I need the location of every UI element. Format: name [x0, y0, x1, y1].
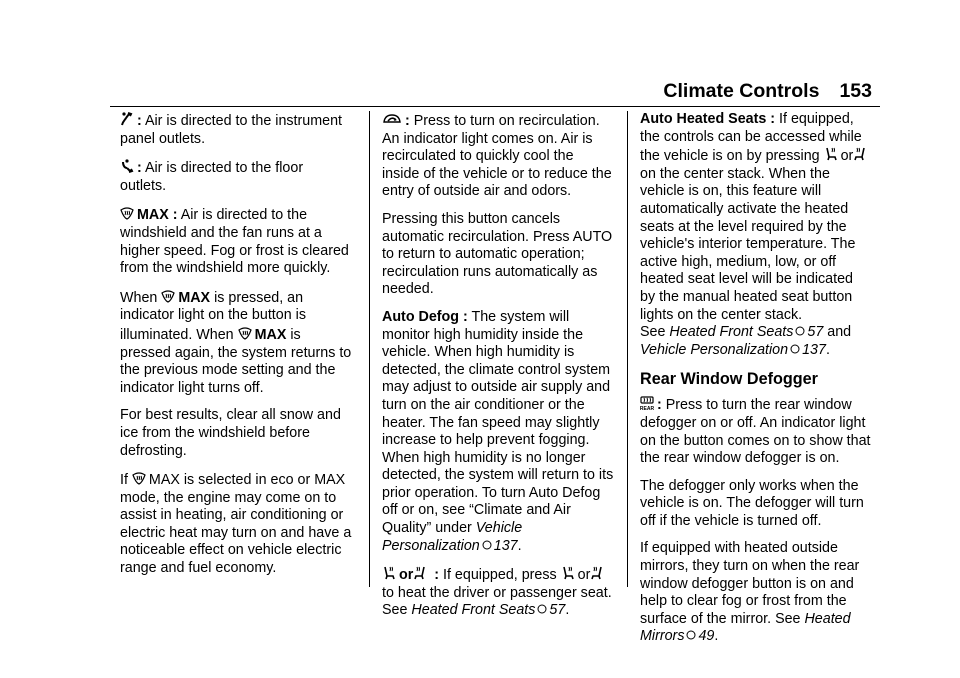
header-rule	[110, 106, 880, 107]
eco-mode-paragraph: If MAX is selected in eco or MAX mode, the engine may come on to assist in heating, air conditioning or electric heat may turn on and have a noticeable effect on vehicle electric range and fuel economy.	[120, 472, 352, 577]
column-1	[120, 111, 352, 588]
page-reference-icon	[795, 326, 805, 336]
defrost-icon	[120, 205, 134, 221]
auto-heated-seats-paragraph: Auto Heated Seats : If equipped, the controls can be accessed while the vehicle is on by pressing or on the center stack. When the vehicle is on, this feature will automatically activate the heated seats at the level required by the vehicle's interior temperature. The active high, medium, low, or off heated seat level will be indicated by the manual heated seat button lights on the center stack. See Heated Front Seats 57 and Vehicle Personalization 137.	[640, 111, 872, 359]
passenger-heated-seat-icon	[853, 146, 867, 162]
vent-mode-icon	[120, 111, 134, 127]
page-reference-icon	[537, 604, 547, 614]
rear-defogger-icon	[640, 395, 654, 411]
driver-heated-seat-icon	[382, 565, 396, 581]
floor-mode-icon	[120, 158, 134, 174]
defogger-works-paragraph: The defogger only works when the vehicle is on. The defogger will turn off if the vehicle is turned off.	[640, 477, 864, 529]
page-reference-icon	[790, 344, 800, 354]
passenger-heated-seat-icon	[590, 565, 604, 581]
section-title: Climate Controls	[663, 80, 820, 102]
defrost-max-paragraph: MAX : Air is directed to the windshield and the fan runs at a higher speed. Fog or frost is cleared from the windshield more quickly.	[120, 207, 349, 277]
page-header	[663, 80, 872, 103]
column-3	[640, 111, 872, 656]
indicator-paragraph: When MAX is pressed, an indicator light on the button is illuminated. When MAX is pressed again, the system returns to the previous mode setting and the indicator light turns off.	[120, 289, 352, 396]
auto-defog-paragraph: Auto Defog : The system will monitor high humidity inside the vehicle. When high humidity is detected, the climate control system may adjust to outside air supply and turn on the air conditioner or the heater. The fan speed may slightly increase to help prevent fogging. When high humidity is no longer detected, the system will return to its prior operation. To turn Auto Defog off or on, see “Climate and Air Quality” under Vehicle Personalization 137.	[382, 308, 614, 554]
column-2	[382, 111, 614, 630]
driver-heated-seat-icon	[561, 565, 575, 581]
svg-text:REAR: REAR	[640, 406, 654, 412]
rear-window-defogger-heading: Rear Window Defogger	[640, 370, 818, 389]
recirculation-paragraph: : Press to turn on recirculation. An indicator light comes on. Air is recirculated to quickly cool the inside of the vehicle or to reduce the entry of outside air and odors.	[382, 113, 612, 200]
heated-seat-paragraph: or : If equipped, press or to heat the driver or passenger seat. See Heated Front Seats 57.	[382, 567, 612, 619]
passenger-heated-seat-icon	[413, 565, 427, 581]
column-divider	[369, 111, 370, 587]
page-reference-icon	[482, 540, 492, 550]
cancel-recirculation-paragraph: Pressing this button cancels automatic recirculation. Press AUTO to return to automatic operation; recirculation runs automatically as needed.	[382, 210, 613, 298]
defrost-icon	[132, 470, 146, 486]
defrost-icon	[238, 325, 252, 341]
heated-mirrors-paragraph: If equipped with heated outside mirrors, they turn on when the rear window defogger button is on and help to clear fog or frost from the surface of the mirror. See Heated Mirrors 49.	[640, 540, 860, 645]
panel-outlets-paragraph: : Air is directed to the instrument panel outlets.	[120, 113, 343, 147]
best-results-paragraph: For best results, clear all snow and ice from the windshield before defrosting.	[120, 407, 341, 459]
recirculation-icon	[382, 111, 402, 127]
floor-outlets-paragraph: : Air is directed to the floor outlets.	[120, 160, 304, 194]
column-divider	[627, 111, 628, 587]
page-reference-icon	[686, 630, 696, 640]
page-number: 153	[839, 80, 872, 102]
driver-heated-seat-icon	[824, 146, 838, 162]
defrost-icon	[161, 288, 175, 304]
rear-defogger-paragraph: REAR : Press to turn the rear window defogger on or off. An indicator light on the button comes on to show that the rear window defogger is on.	[640, 397, 871, 467]
